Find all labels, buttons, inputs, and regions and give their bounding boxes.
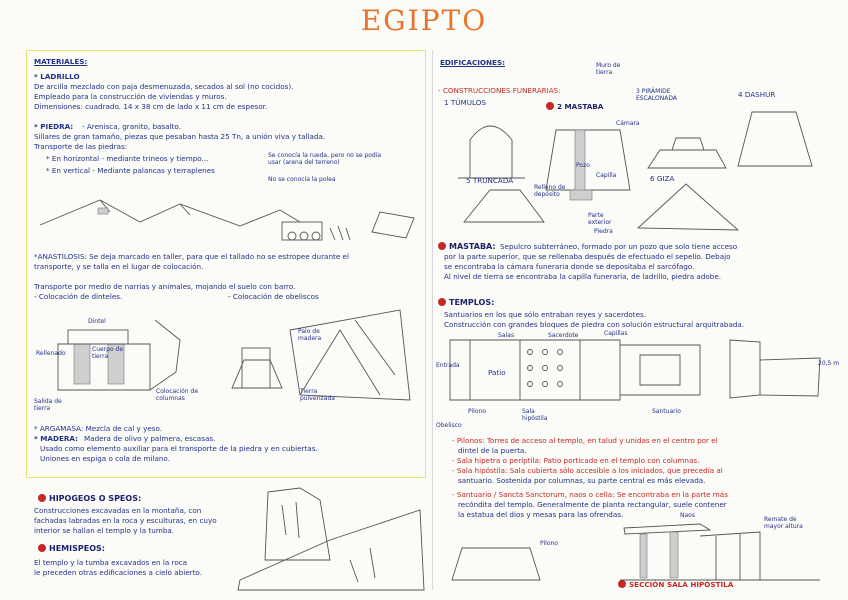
colocacion-obeliscos: - Colocación de obeliscos [228, 292, 319, 301]
note-capilla: Capilla [596, 172, 617, 179]
red-bullet-icon [546, 102, 554, 110]
mastaba-desc-label: MASTABA: [449, 242, 496, 251]
tumulo-sketch-icon [458, 126, 525, 178]
piedra-line-1: Transporte de las piedras: [34, 142, 128, 151]
giza-sketch-icon [638, 184, 738, 230]
templos-bullet-2: - Sala hipetra o períptila: Patio porticado en el templo con columnas. [452, 456, 700, 465]
templos-bullet-5: - Santuario / Sancta Sanctorum, naos o cella: Se encontraba en la parte más [452, 490, 728, 499]
hemispeos-line-1: le preceden otras edificaciones a cielo abierto. [34, 568, 202, 577]
madera-line-0: Madera de olivo y palmera, escasas. [84, 434, 216, 443]
plan-label-obelisco: Obelisco [436, 422, 462, 429]
templos-line-1: Construcción con grandes bloques de piedra con solución estructural arquitrabada. [444, 320, 745, 329]
seccion-label-pilono: Pilono [540, 540, 558, 547]
plan-label-pilono: Pilono [468, 408, 486, 415]
madera-line-1: Usado como elemento auxiliar para el transporte de la piedra y en cubiertas. [40, 444, 318, 453]
templos-bullet-6: recóndita del templo. Generalmente de planta rectangular, suele contener [458, 500, 727, 509]
templos-bullet-7: la estatua del dios y mesas para las ofrendas. [458, 510, 624, 519]
hemispeos-heading-text: HEMISPEOS: [49, 544, 105, 553]
anastilosis-line-1: transporte, y se talla en el lugar de colocación. [34, 262, 204, 271]
truncada-sketch-icon [464, 190, 544, 222]
ladrillo-line-0: De arcilla mezclado con paja desmenuzada, secados al sol (no cocidos). [34, 82, 294, 91]
mastaba-desc-line-0: Sepulcro subterráneo, formado por un pozo que solo tiene acceso [500, 242, 738, 251]
hemispeo-sketch-icon [238, 510, 424, 590]
note-muro-tierra: Muro de tierra [596, 62, 621, 76]
label-palo: Palo de madera [298, 328, 322, 342]
transporte-horizontal: * En horizontal - mediante trineos y tiempo... [46, 154, 209, 163]
hipogeos-heading-text: HIPOGEOS O SPEOS: [49, 494, 142, 503]
label-giza: 6 GIZA [650, 174, 675, 183]
templos-bullet-3: - Sala hipóstila: Sala cubierta sólo accesible a los iniciados, que precedía al [452, 466, 723, 475]
piramide-escalonada-sketch-icon [648, 138, 726, 168]
ladrillo-line-1: Empleado para la construcción de viviendas y muros. [34, 92, 227, 101]
hemispeos-heading [38, 544, 105, 553]
label-dashur: 4 DASHUR [738, 90, 776, 99]
red-bullet-icon [38, 544, 46, 552]
transporte-line-0: Transporte por medio de narrias y animales, mojando el suelo con barro. [34, 282, 296, 291]
red-bullet-icon [438, 242, 446, 250]
anastilosis-line-0: *ANASTILOSIS: Se deja marcado en taller, para que el tallado no se estropee durante el [34, 252, 349, 261]
transporte-vertical-note: No se conocía la polea [268, 176, 336, 183]
templos-heading-text: TEMPLOS: [449, 298, 495, 307]
mastaba-desc-line-1: por la parte superior, que se rellenaba después de efectuado el sepelio. Debajo [444, 252, 731, 261]
seccion-title-text: SECCIÓN SALA HIPÓSTILA [629, 580, 734, 589]
piedra-types: - Arenisca, granito, basalto. [82, 122, 181, 131]
red-bullet-icon [38, 494, 46, 502]
hipogeos-line-1: fachadas labradas en la roca y esculturas, en cuyo [34, 516, 217, 525]
rollers-sketch-icon [282, 222, 350, 240]
plan-label-capillas: Capillas [604, 330, 628, 337]
hipogeos-heading [38, 494, 141, 503]
plan-label-sala-hipostila: Sala hipóstila [522, 408, 548, 422]
funerarias-heading: - CONSTRUCCIONES FUNERARIAS: [438, 86, 561, 95]
hipogeo-sketch-icon [265, 488, 330, 560]
note-piedra: Piedra [594, 228, 613, 235]
label-mastaba [546, 102, 603, 111]
hipogeos-line-0: Construcciones excavadas en la montaña, con [34, 506, 202, 515]
transporte-line-1: - Colocación de dinteles. [34, 292, 123, 301]
label-cuerpo: Cuerpo de tierra [92, 346, 124, 360]
note-pozo: Pozo [576, 162, 590, 169]
note-parte-exterior: Parte exterior [588, 212, 612, 226]
sala-hipostila-section-icon [452, 524, 820, 580]
hemispeos-line-0: El templo y la tumba excavados en la roca [34, 558, 188, 567]
red-bullet-icon [438, 298, 446, 306]
seccion-title [618, 580, 733, 589]
note-camara: Cámara [616, 120, 640, 127]
label-rellenado: Rellenado [36, 350, 66, 357]
templos-bullet-4: santuario. Sostenida por columnas, su parte central es más elevada. [458, 476, 706, 485]
templos-bullet-0: - Pilonos: Torres de acceso al templo, en talud y unidas en el centro por el [452, 436, 718, 445]
hipogeos-line-2: interior se hallan el templo y la tumba. [34, 526, 175, 535]
ladrillo-line-2: Dimensiones: cuadrado. 14 x 38 cm de lado x 11 cm de espesor. [34, 102, 268, 111]
page-title: EGIPTO [360, 4, 488, 37]
plan-label-santuario: Santuario [652, 408, 681, 415]
plan-label-sacerdote: Sacerdote [548, 332, 579, 339]
mastaba-desc-heading [438, 242, 496, 251]
label-mastaba-text: 2 MASTABA [557, 102, 604, 111]
plan-label-entrada: Entrada [436, 362, 460, 369]
templos-heading [438, 298, 494, 307]
templos-bullet-1: dintel de la puerta. [458, 446, 527, 455]
mastaba-desc-line-3: Al nivel de tierra se encontraba la capilla funeraria, de ladrillo, piedra adobe. [444, 272, 722, 281]
plan-label-patio: Patio [488, 368, 506, 377]
plan-label-dim: 20,5 m [818, 360, 840, 367]
label-piramide-escalonada: 3 PIRÁMIDE ESCALONADA [636, 88, 677, 102]
madera-line-2: Uniones en espiga o cola de milano. [40, 454, 170, 463]
seccion-label-naos: Naos [680, 512, 695, 519]
edificaciones-heading: EDIFICACIONES: [440, 58, 506, 67]
seccion-label-remate: Remate de mayor altura [764, 516, 803, 530]
red-bullet-icon [618, 580, 626, 588]
piedra-heading: * PIEDRA: [34, 122, 74, 131]
mastaba-desc-line-2: se encontraba la cámara funeraria donde se depositaba el sarcófago. [444, 262, 695, 271]
madera-heading: * MADERA: [34, 434, 78, 443]
transporte-vertical: * En vertical - Mediante palancas y terraplenes [46, 166, 215, 175]
ramp-sketch-icon [40, 200, 414, 238]
obelisk-sketch-icon [232, 310, 410, 400]
label-colocacion: Colocación de columnas [156, 388, 199, 402]
piedra-line-0: Sillares de gran tamaño, piezas que pesaban hasta 25 Tn, a unión viva y tallada. [34, 132, 326, 141]
label-dintel: Dintel [88, 318, 106, 325]
dashur-sketch-icon [738, 112, 812, 166]
templos-line-0: Santuarios en los que sólo entraban reyes y sacerdotes. [444, 310, 647, 319]
ladrillo-heading: * LADRILLO [34, 72, 80, 81]
transporte-horizontal-note: Se conocía la rueda, pero no se podía usar (arena del terreno) [268, 152, 382, 166]
label-salida: Salida de tierra [34, 398, 62, 412]
label-truncada: 5 TRUNCADA [466, 176, 514, 185]
plan-label-patio-top: Salas [498, 332, 514, 339]
temple-section-icon [730, 340, 820, 398]
label-tumulos: 1 TÚMULOS [444, 98, 486, 107]
label-tierra-pulverizada: Tierra pulverizada [300, 388, 335, 402]
note-relleno: Relleno de depósito [534, 184, 566, 198]
argamasa-line: * ARGAMASA: Mezcla de cal y yeso. [34, 424, 163, 433]
materiales-heading: MATERIALES: [34, 57, 88, 66]
